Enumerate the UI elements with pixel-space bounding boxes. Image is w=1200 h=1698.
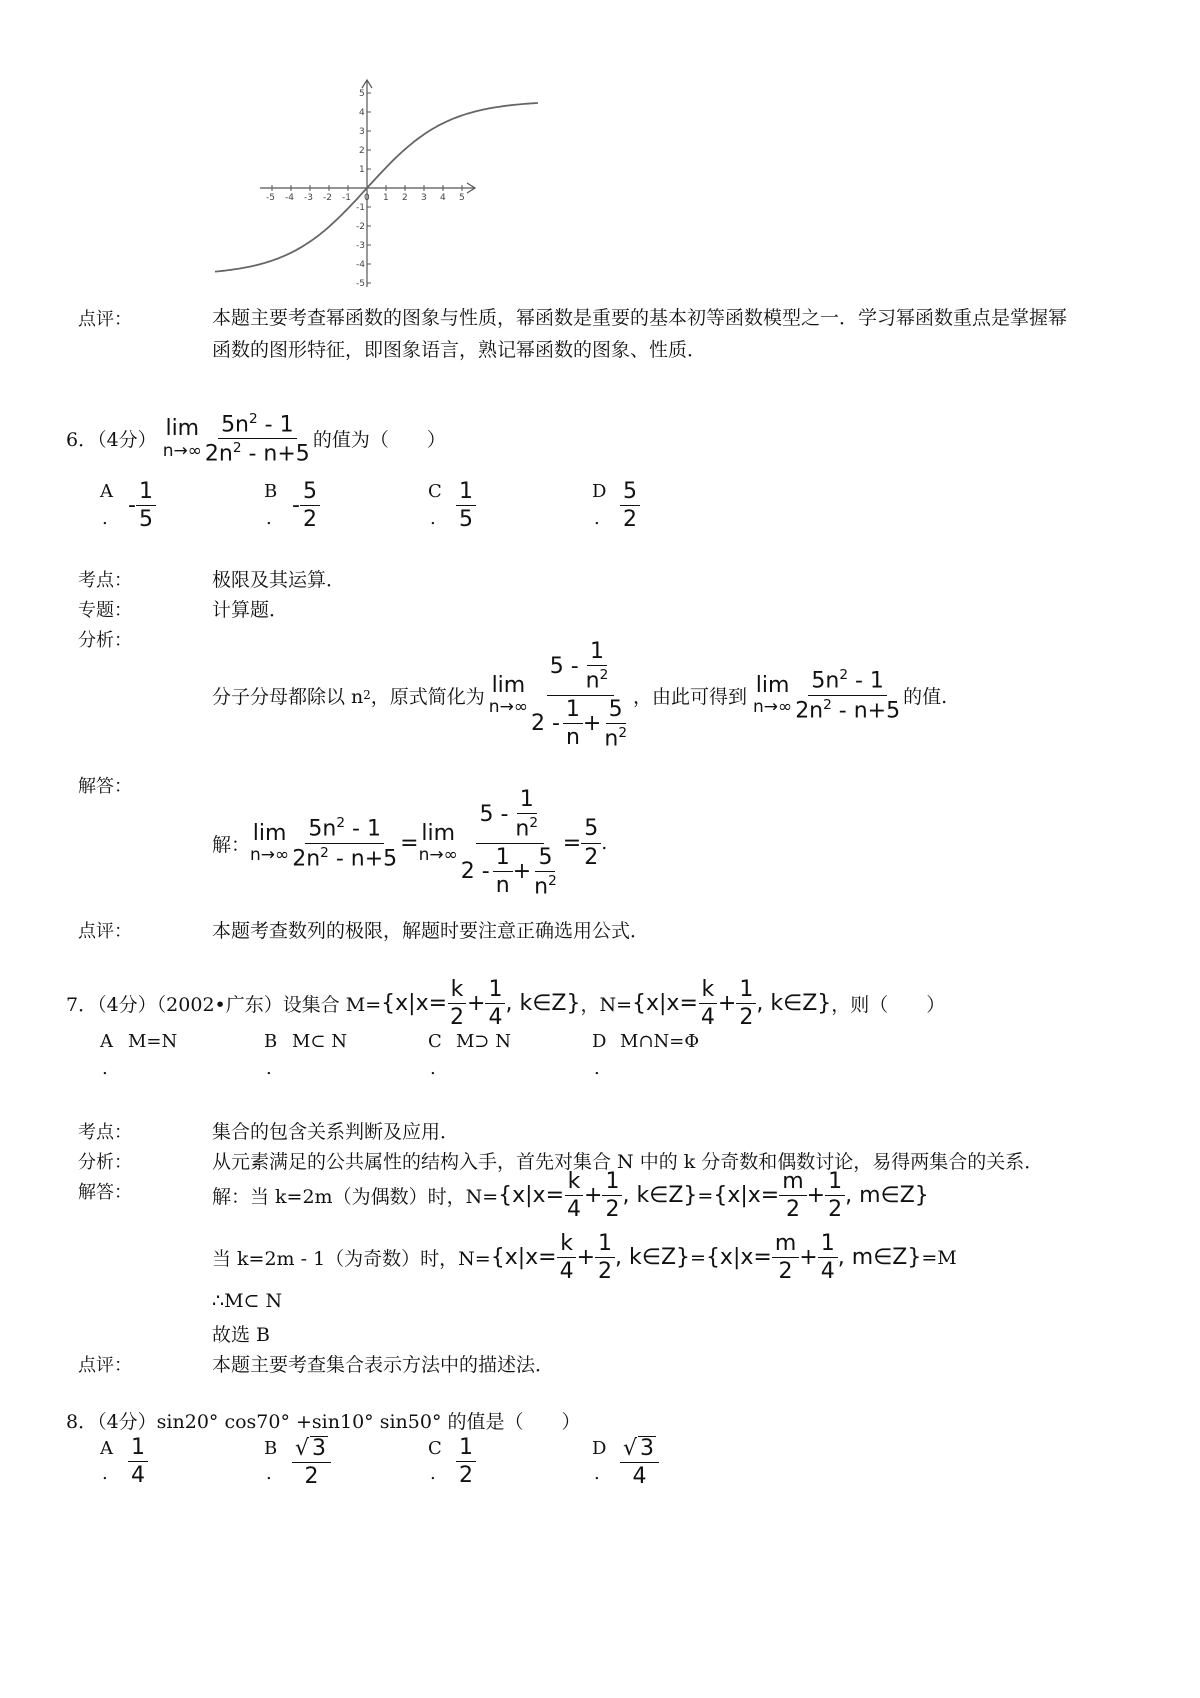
sqrt-sign: √: [623, 1436, 638, 1461]
function-graph: [205, 75, 545, 290]
function-curve: [215, 103, 538, 272]
option-sign: -: [292, 493, 300, 519]
y-tick-label: -2: [356, 222, 365, 232]
q6-option-dot: .: [430, 508, 436, 529]
q7-fenxi-label: 分析：: [78, 1152, 132, 1173]
q6-option-d-letter[interactable]: D: [592, 481, 607, 502]
q6-option-c-value: [456, 480, 476, 531]
q6-pingjia-label: 点评：: [78, 921, 132, 942]
q7-kaodian: 集合的包含关系判断及应用．: [212, 1121, 460, 1143]
q6-simplified-fraction: 5 - $\frac{1}{n^2}$ 2 - $\frac{1}{n}$ + $\frac{5}{n^2}$: [530, 639, 627, 751]
q7-pingjia: 本题主要考查集合表示方法中的描述法．: [212, 1354, 555, 1376]
q6-kaodian-label: 考点：: [78, 570, 132, 591]
q7-fenxi: 从元素满足的公共属性的结构入手，首先对集合 N 中的 k 分奇数和偶数讨论，易得两集合的关系．: [212, 1151, 1044, 1173]
q6-pingjia: 本题考查数列的极限，解题时要注意正确选用公式．: [212, 920, 650, 942]
y-tick-label: 2: [359, 146, 365, 156]
q6-option-dot: .: [266, 508, 272, 529]
q7-question: 7．（4分）（2002•广东）设集合 M= {x|x= $\frac{k}{2}$ + $\frac{1}{4}$ , k∈Z} ，N= {x|x= $\frac{k}{4}$ + $\frac{1}{2}$ , k∈Z} ，则（ ）: [66, 977, 946, 1031]
option-fraction: $\frac{1}{4}$: [128, 1436, 148, 1487]
option-fraction: $\frac{1}{5}$: [136, 480, 156, 531]
q5-review-label: 点评：: [78, 309, 132, 330]
y-tick-label: 3: [359, 127, 365, 137]
q6-fenxi: 分子分母都除以 n 2 ，原式简化为 lim n→∞ 5 - $\frac{1}{n^2}$ 2 - $\frac{1}{n}$ + $\frac{5}{n^2}$ ，由此可得到 lim n→∞ $\frac{5n^2 - 1}{2n^2 - n+5}$ 的值.: [212, 639, 948, 751]
q6-zhuanti-label: 专题：: [78, 600, 132, 621]
q7-kaodian-label: 考点：: [78, 1122, 132, 1143]
q7-solution-line1: 解：当 k=2m（为偶数）时，N= {x|x= $\frac{k}{4}$ + $\frac{1}{2}$ , k∈Z} = {x|x= $\frac{m}{2}$ + $\frac{1}{2}$ , m∈Z}: [212, 1169, 929, 1223]
q7-option-d-letter[interactable]: D: [592, 1031, 607, 1052]
q8-option-c-letter[interactable]: C: [428, 1438, 442, 1459]
x-tick-label: 4: [440, 193, 446, 203]
q6-result: $\frac{5}{2}$: [581, 817, 601, 868]
q8-option-b-letter[interactable]: B: [264, 1438, 278, 1459]
x-tick-label: -2: [323, 193, 332, 203]
q6-zhuanti: 计算题．: [212, 599, 289, 621]
q8-option-dot: .: [594, 1463, 600, 1484]
q8-option-d-value: [620, 1436, 659, 1488]
x-tick-label: 2: [402, 193, 408, 203]
q7-option-dot: .: [102, 1058, 108, 1079]
q8-option-a-letter[interactable]: A: [100, 1438, 113, 1459]
q7-option-dot: .: [430, 1058, 436, 1079]
option-fraction: $\frac{√ 3}{2}$: [292, 1436, 331, 1488]
q7-solution-line2: 当 k=2m - 1（为奇数）时，N= {x|x= $\frac{k}{4}$ + $\frac{1}{2}$ , k∈Z} = {x|x= $\frac{m}{2}$ + $\frac{1}{4}$ , m∈Z} =M: [212, 1231, 957, 1285]
q7-choose: 故选 B: [212, 1324, 271, 1346]
q6-fraction: $\frac{5n^2 - 1}{2n^2 - n+5}$: [204, 411, 310, 467]
q7-pingjia-label: 点评：: [78, 1355, 132, 1376]
option-fraction: $\frac{√ 3}{4}$: [620, 1436, 659, 1488]
q6-option-dot: .: [102, 508, 108, 529]
q7-therefore: ∴M⊂ N: [212, 1290, 283, 1312]
y-tick-label: -4: [356, 260, 365, 270]
option-fraction: $\frac{5}{2}$: [620, 480, 640, 531]
q8-option-c-value: [456, 1436, 476, 1487]
y-tick-label: -3: [356, 241, 365, 251]
q6-limit: lim n→∞: [162, 416, 202, 461]
q7-option-dot: .: [594, 1058, 600, 1079]
x-tick-label: 3: [421, 193, 427, 203]
y-tick-label: -5: [356, 279, 365, 289]
sqrt-sign: √: [295, 1436, 310, 1461]
q6-solution: 解： lim n→∞ $\frac{5n^2 - 1}{2n^2 - n+5}$ = lim n→∞ 5 - $\frac{1}{n^2}$ 2 - $\frac{1}{n}$ + $\frac{5}{n^2}$ = $\frac{5}{2}$ .: [212, 787, 608, 899]
q6-option-a-letter[interactable]: A: [100, 481, 113, 502]
x-tick-label: -1: [342, 193, 351, 203]
q5-review-line2: 函数的图形特征，即图象语言，熟记幂函数的图象、性质．: [212, 339, 707, 361]
x-tick-label: -4: [285, 193, 294, 203]
y-tick-label: -1: [356, 203, 365, 213]
x-tick-label: -5: [266, 193, 275, 203]
q6-option-dot: .: [594, 508, 600, 529]
x-tick-label: 5: [459, 193, 465, 203]
q7-option-a-text: M=N: [128, 1031, 178, 1052]
q8-option-dot: .: [430, 1463, 436, 1484]
q8-question: 8．（4分）sin20° cos70° +sin10° sin50° 的值是（ ）: [66, 1411, 581, 1433]
q8-option-b-value: [292, 1436, 331, 1488]
x-tick-label: -3: [304, 193, 313, 203]
q6-kaodian: 极限及其运算．: [212, 569, 346, 591]
q6-option-c-letter[interactable]: C: [428, 481, 442, 502]
q7-option-c-letter[interactable]: C: [428, 1031, 442, 1052]
option-fraction: $\frac{1}{5}$: [456, 480, 476, 531]
q8-option-d-letter[interactable]: D: [592, 1438, 607, 1459]
q6-jieda-label: 解答：: [78, 776, 132, 797]
option-fraction: $\frac{5}{2}$: [300, 480, 320, 531]
q6-question: [66, 412, 446, 466]
option-sign: -: [128, 493, 136, 519]
option-fraction: $\frac{1}{2}$: [456, 1436, 476, 1487]
q7-option-a-letter[interactable]: A: [100, 1031, 113, 1052]
q7-jieda-label: 解答：: [78, 1182, 132, 1203]
q7-option-dot: .: [266, 1058, 272, 1079]
q7-option-d-text: M∩N=Φ: [620, 1031, 700, 1052]
x-tick-label: 1: [383, 193, 389, 203]
q8-option-a-value: [128, 1436, 148, 1487]
q6-option-d-value: [620, 480, 640, 531]
y-tick-label: 1: [359, 165, 365, 175]
q5-review-line1: 本题主要考查幂函数的图象与性质，幂函数是重要的基本初等函数模型之一．学习幂函数重点是掌握幂: [212, 307, 1068, 329]
q6-option-a-value: [128, 480, 156, 531]
q7-option-c-text: M⊃ N: [456, 1031, 511, 1052]
y-tick-label: 4: [359, 108, 365, 118]
q6-option-b-value: [292, 480, 320, 531]
q8-option-dot: .: [102, 1463, 108, 1484]
q8-option-dot: .: [266, 1463, 272, 1484]
q6-number: 6．（4分）: [66, 429, 157, 452]
q6-option-b-letter[interactable]: B: [264, 481, 278, 502]
q6-fenxi-label: 分析：: [78, 630, 132, 651]
x-tick-label: 0: [364, 193, 370, 203]
q6-question-tail: 的值为（ ）: [312, 429, 446, 452]
y-tick-label: 5: [359, 89, 365, 99]
q7-option-b-letter[interactable]: B: [264, 1031, 278, 1052]
q7-option-b-text: M⊂ N: [292, 1031, 347, 1052]
